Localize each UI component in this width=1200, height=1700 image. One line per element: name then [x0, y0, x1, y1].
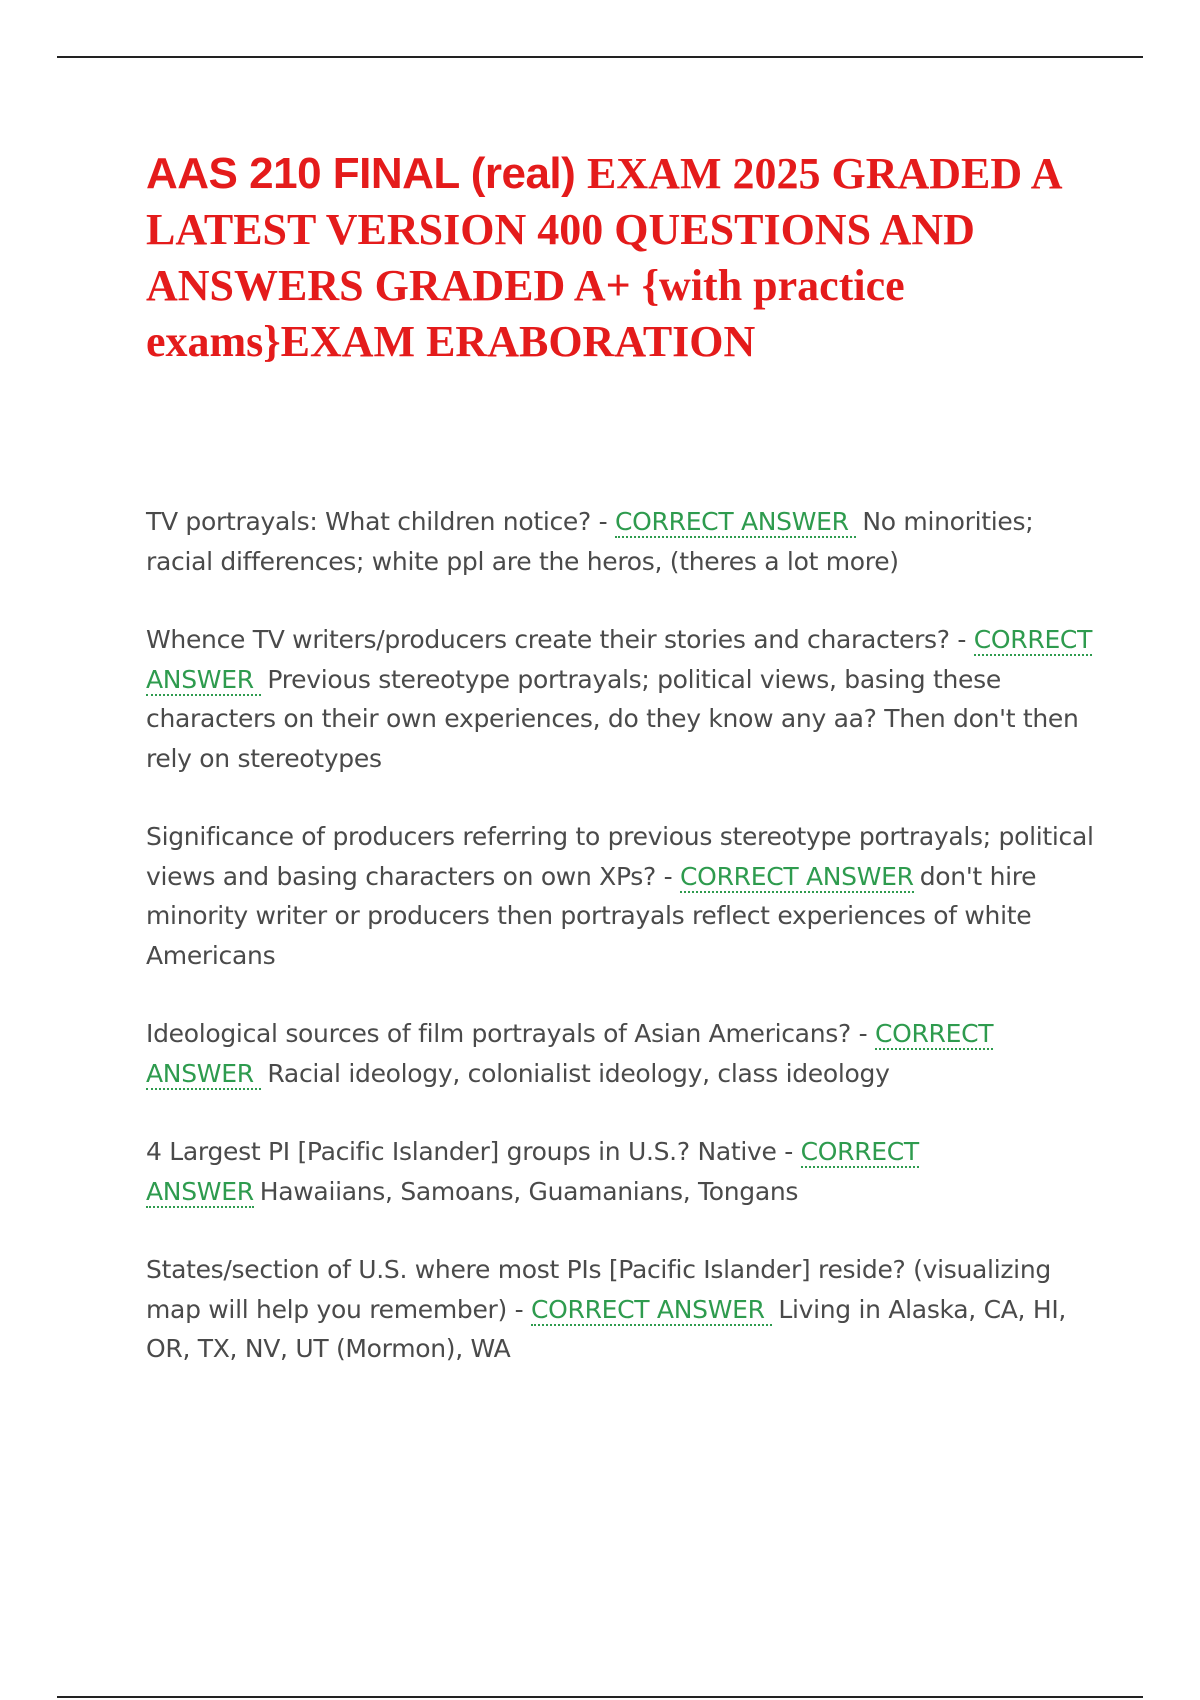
correct-answer-link[interactable]: CORRECT ANSWER	[146, 1019, 994, 1088]
title-sans-part: AAS 210 FINAL (real)	[146, 149, 588, 198]
question-text: Whence TV writers/producers create their stories and characters? -	[146, 625, 974, 654]
correct-answer-link[interactable]: CORRECT ANSWER	[146, 1137, 919, 1206]
correct-answer-link[interactable]: CORRECT ANSWER	[615, 507, 857, 536]
qa-item	[146, 1014, 1096, 1093]
top-rule	[57, 56, 1143, 58]
question-text: Significance of producers referring to previous stereotype portrayals; political views and basing characters on own XPs? -	[146, 822, 1094, 891]
answer-text: don't hire minority writer or producers then portrayals reflect experiences of white Americans	[146, 861, 1037, 970]
answer-text: Racial ideology, colonialist ideology, class ideology	[267, 1058, 890, 1088]
answer-text: No minorities; racial differences; white ppl are the heros, (theres a lot more)	[146, 507, 1034, 576]
qa-item	[146, 1250, 1096, 1369]
title-serif-part: EXAM 2025 GRADED A LATEST VERSION 400 QUESTIONS AND ANSWERS GRADED A+ {with practice exams}EXAM ERABORATION	[146, 149, 1061, 366]
question-text: States/section of U.S. where most PIs [Pacific Islander] reside? (visualizing map will help you remember) -	[146, 1255, 1051, 1324]
qa-item	[146, 817, 1096, 975]
question-text: Ideological sources of film portrayals of Asian Americans? -	[146, 1019, 875, 1048]
page-title	[146, 146, 1146, 370]
qa-item	[146, 502, 1096, 581]
qa-item	[146, 620, 1096, 778]
question-text: TV portrayals: What children notice? -	[146, 507, 616, 536]
qa-list	[146, 502, 1096, 1408]
answer-text: Living in Alaska, CA, HI, OR, TX, NV, UT (Mormon), WA	[146, 1294, 1067, 1363]
qa-item	[146, 1132, 1096, 1211]
correct-answer-link[interactable]: CORRECT ANSWER	[680, 861, 914, 891]
question-text: 4 Largest PI [Pacific Islander] groups in U.S.? Native -	[146, 1137, 801, 1166]
answer-text: Previous stereotype portrayals; political views, basing these characters on their own experiences, do they know any aa? Then don't then rely on stereotypes	[146, 664, 1079, 773]
correct-answer-link[interactable]: CORRECT ANSWER	[146, 625, 1093, 694]
answer-text: Hawaiians, Samoans, Guamanians, Tongans	[259, 1176, 799, 1206]
correct-answer-link[interactable]: CORRECT ANSWER	[530, 1294, 773, 1324]
bottom-rule	[57, 1696, 1143, 1698]
